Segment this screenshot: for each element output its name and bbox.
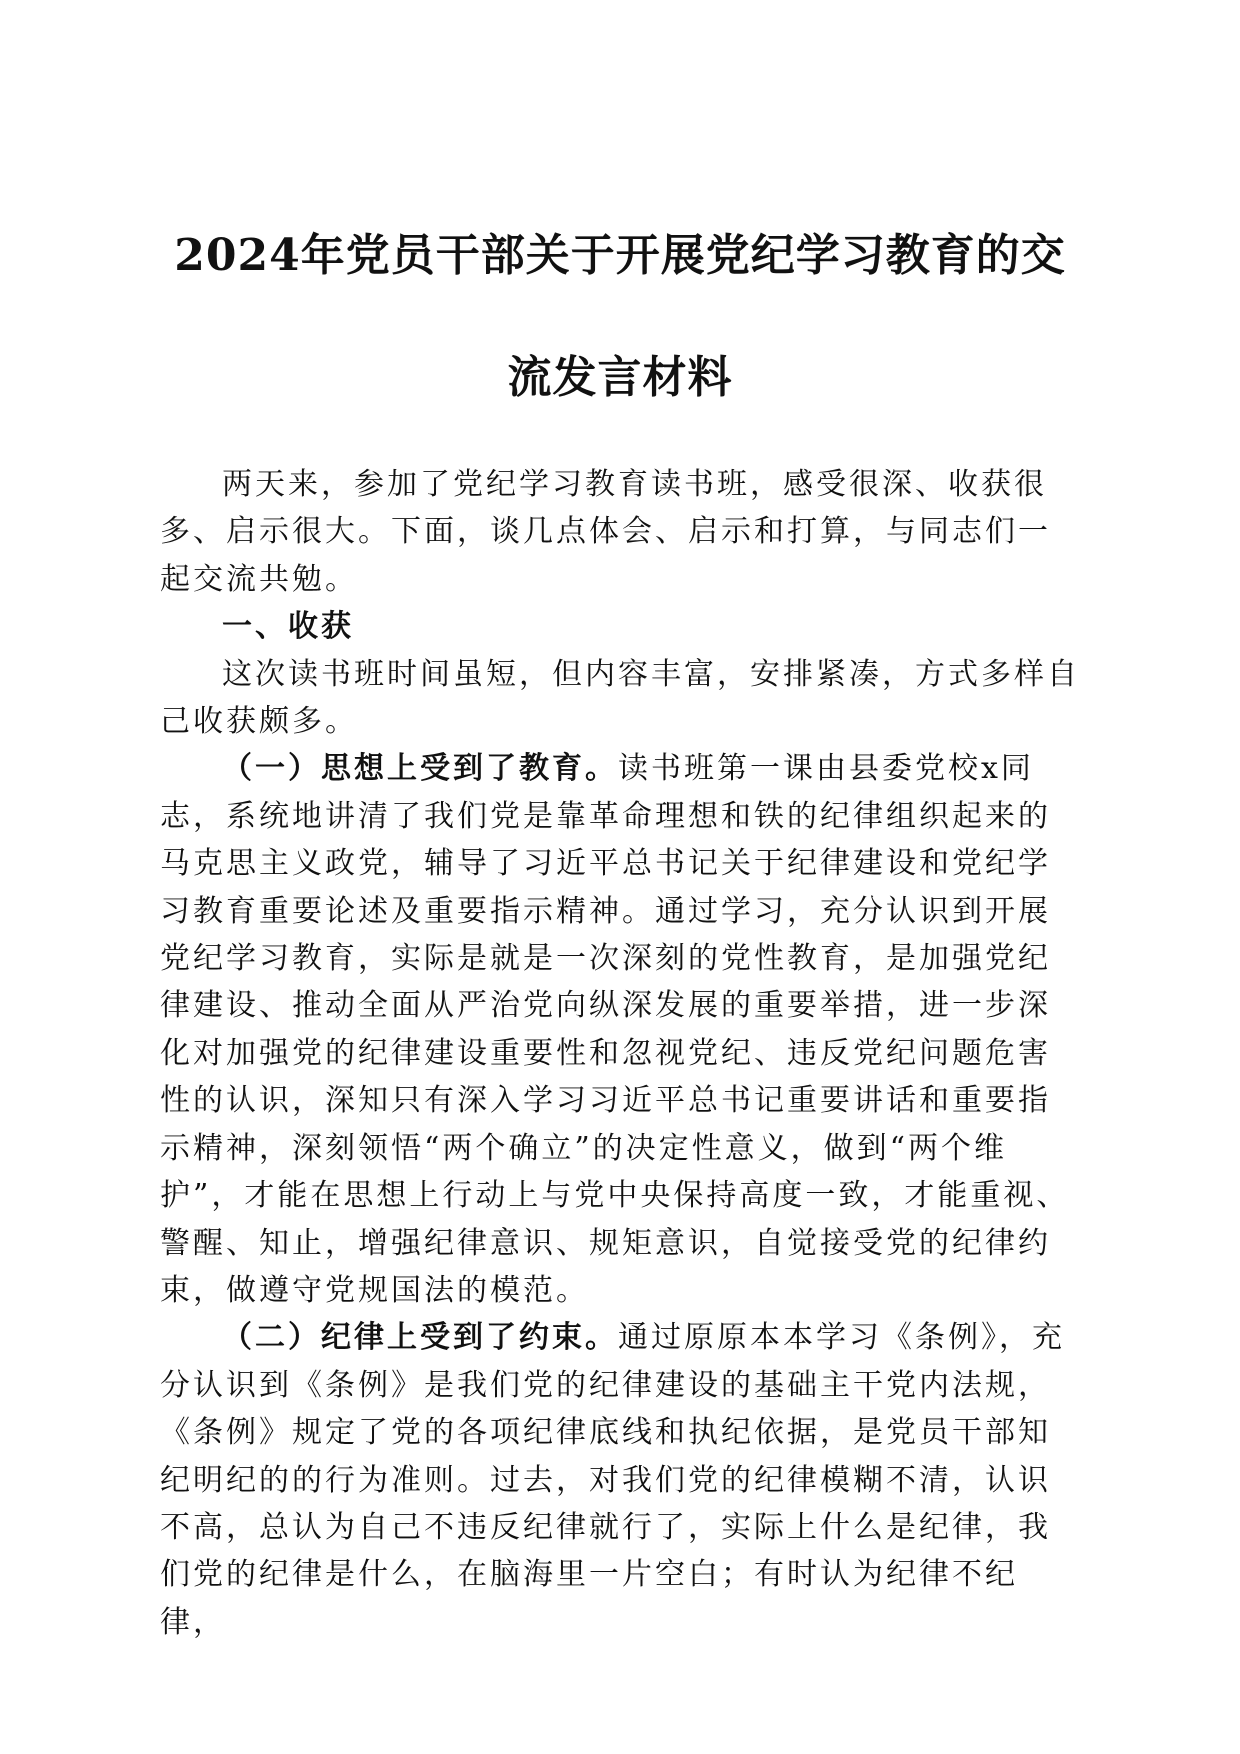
section-heading-harvest: 一、收获: [222, 609, 354, 645]
document-title-line-1: 2024年党员干部关于开展党纪学习教育的交: [174, 230, 1066, 281]
intro-paragraph: 两天来，参加了党纪学习教育读书班，感受很深、收获很多、启示很大。下面，谈几点体会、启示和打算，与同志们一起交流共勉。: [160, 467, 1051, 597]
document-title-line-2: 流发言材料: [507, 352, 733, 403]
point-2-paragraph: [160, 1314, 1080, 1646]
point-1-lead: （一）思想上受到了教育。: [222, 751, 618, 787]
point-2-lead: （二）纪律上受到了约束。: [222, 1320, 618, 1356]
point-1-text: 读书班第一课由县委党校x同志，系统地讲清了我们党是靠革命理想和铁的纪律组织起来的马克思主义政党，辅导了习近平总书记关于纪律建设和党纪学习教育重要论述及重要指示精神。通过学习，充分认识到开展党纪学习教育，实际是就是一次深刻的党性教育，是加强党纪律建设、推动全面从严治党向纵深发展的重要举措，进一步深化对加强党的纪律建设重要性和忽视党纪、违反党纪问题危害性的认识，深知只有深入学习习近平总书记重要讲话和重要指示精神，深刻领悟“两个确立”的决定性意义，做到“两个维护”，才能在思想上行动上与党中央保持高度一致，才能重视、警醒、知止，增强纪律意识、规矩意识，自觉接受党的纪律约束，做遵守党规国法的模范。: [160, 751, 1070, 1308]
section-intro-paragraph: 这次读书班时间虽短，但内容丰富，安排紧凑，方式多样自己收获颇多。: [160, 656, 1080, 740]
point-1-paragraph: [160, 745, 1080, 1314]
document-body: [160, 461, 1080, 1646]
point-2-text: 通过原原本本学习《条例》，充分认识到《条例》是我们党的纪律建设的基础主干党内法规，《条例》规定了党的各项纪律底线和执纪依据，是党员干部知纪明纪的的行为准则。过去，对我们党的纪律模糊不清，认识不高，总认为自己不违反纪律就行了，实际上什么是纪律，我们党的纪律是什么，在脑海里一片空白；有时认为纪律不纪律，: [160, 1320, 1065, 1640]
